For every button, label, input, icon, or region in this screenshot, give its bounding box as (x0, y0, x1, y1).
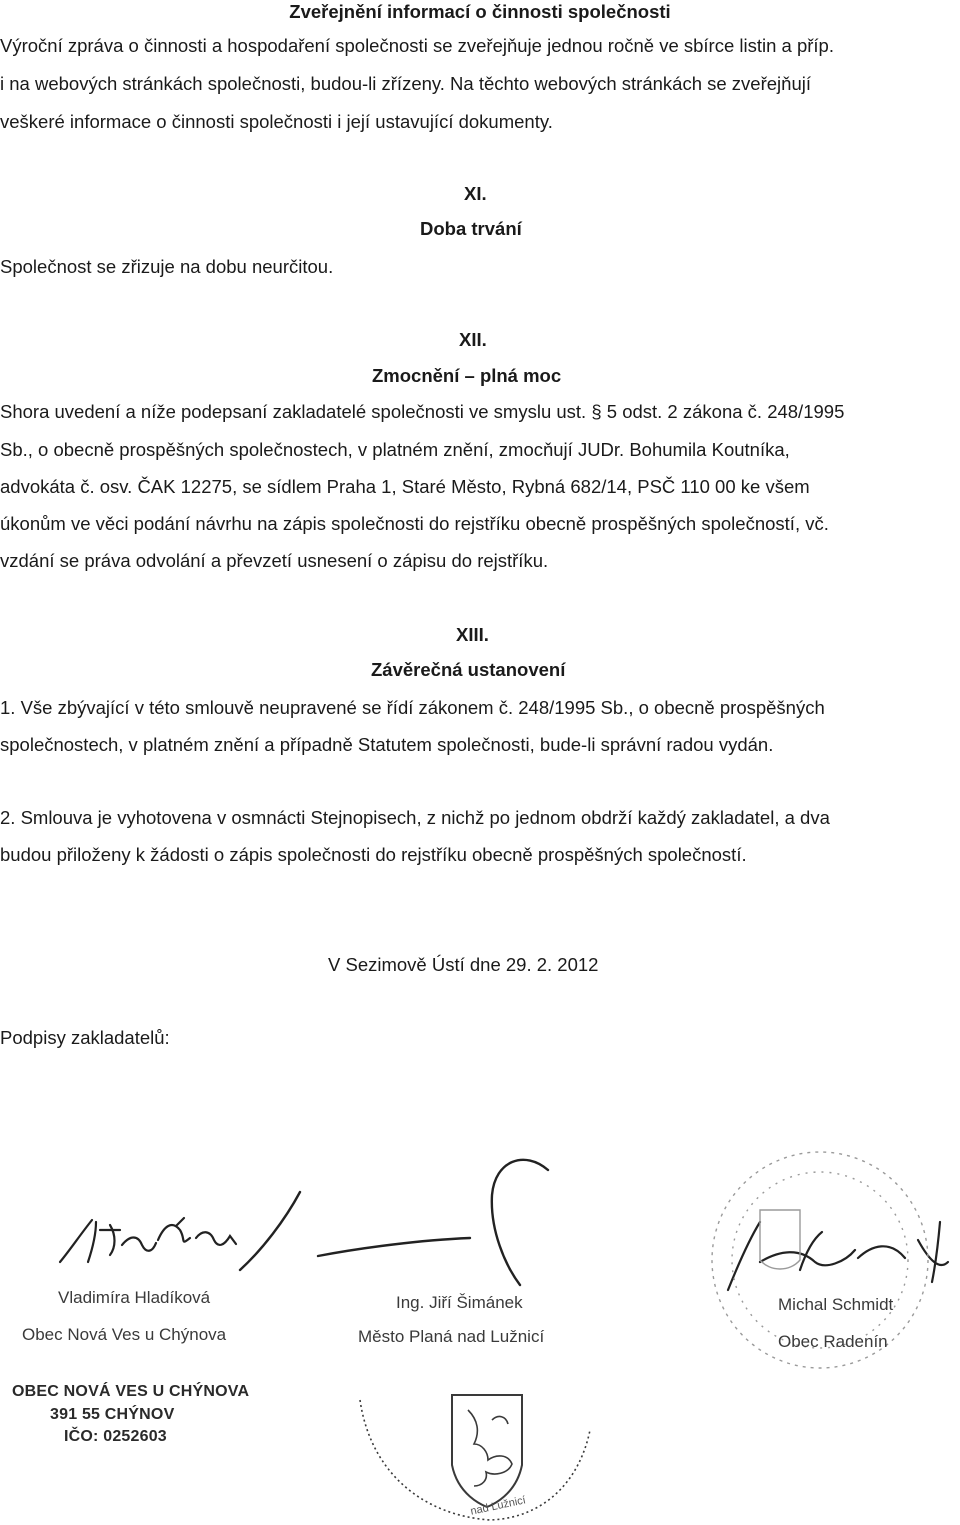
signatory-2-name: Ing. Jiří Šimánek (396, 1293, 523, 1312)
signature-2-scribble (240, 1160, 548, 1285)
section-12-line-2: Sb., o obecně prospěšných společnostech, v platném znění, zmocňují JUDr. Bohumila Koutníka, (0, 439, 790, 460)
publication-heading: Zveřejnění informací o činnosti společnosti (289, 1, 671, 22)
publication-line-2: i na webových stránkách společnosti, budou-li zřízeny. Na těchto webových stránkách se zveřejňují (0, 73, 811, 94)
section-12-number: XII. (459, 329, 487, 350)
signatory-2-org: Město Planá nad Lužnicí (358, 1327, 545, 1346)
signatory-1-name: Vladimíra Hladíková (58, 1288, 211, 1307)
section-13-number: XIII. (456, 624, 489, 645)
place-date: V Sezimově Ústí dne 29. 2. 2012 (328, 954, 599, 975)
section-13-p2-line-2: budou přiloženy k žádosti o zápis společnosti do rejstříku obecně prospěšných společností. (0, 844, 747, 865)
signatory-1-stamp-line-1: OBEC NOVÁ VES U CHÝNOVA (12, 1383, 250, 1400)
signatory-1-org: Obec Nová Ves u Chýnova (22, 1325, 227, 1344)
section-13-p2-line-1: 2. Smlouva je vyhotovena v osmnácti Stejnopisech, z nichž po jednom obdrží každý zakladatel, a dva (0, 807, 830, 828)
section-12-title: Zmocnění – plná moc (372, 365, 562, 386)
signature-3-scribble (728, 1222, 948, 1290)
signature-1-scribble (60, 1218, 236, 1262)
section-13-title: Závěrečná ustanovení (371, 659, 566, 680)
signatory-3-org: Obec Radenín (778, 1332, 888, 1351)
section-11-title: Doba trvání (420, 218, 522, 239)
section-12-line-3: advokáta č. osv. ČAK 12275, se sídlem Praha 1, Staré Město, Rybná 682/14, PSČ 110 00 ke všem (0, 476, 810, 497)
publication-line-1: Výroční zpráva o činnosti a hospodaření společnosti se zveřejňuje jednou ročně ve sbírce listin a příp. (0, 35, 834, 56)
section-11-text: Společnost se zřizuje na dobu neurčitou. (0, 256, 334, 277)
plana-seal (360, 1395, 590, 1520)
section-12-line-1: Shora uvedení a níže podepsaní zakladatelé společnosti ve smyslu ust. § 5 odst. 2 zákona č. 248/1995 (0, 401, 845, 422)
section-13-p1-line-2: společnostech, v platném znění a případně Statutem společnosti, bude-li správní radou vydán. (0, 734, 774, 755)
signatory-1-stamp-line-3: IČO: 0252603 (64, 1428, 167, 1445)
section-13-p1-line-1: 1. Vše zbývající v této smlouvě neupravené se řídí zákonem č. 248/1995 Sb., o obecně prospěšných (0, 697, 825, 718)
section-11-number: XI. (464, 183, 487, 204)
publication-line-3: veškeré informace o činnosti společnosti i její ustavující dokumenty. (0, 111, 553, 132)
signatory-1-stamp-line-2: 391 55 CHÝNOV (50, 1406, 175, 1423)
section-12-line-4: úkonům ve věci podání návrhu na zápis společnosti do rejstříku obecně prospěšných společností, vč. (0, 513, 829, 534)
signatory-3-name: Michal Schmidt (778, 1295, 894, 1314)
signatures-label: Podpisy zakladatelů: (0, 1027, 170, 1048)
signatory-2-seal-text: nad Lužnicí (469, 1494, 527, 1518)
section-12-line-5: vzdání se práva odvolání a převzetí usnesení o zápisu do rejstříku. (0, 550, 549, 571)
